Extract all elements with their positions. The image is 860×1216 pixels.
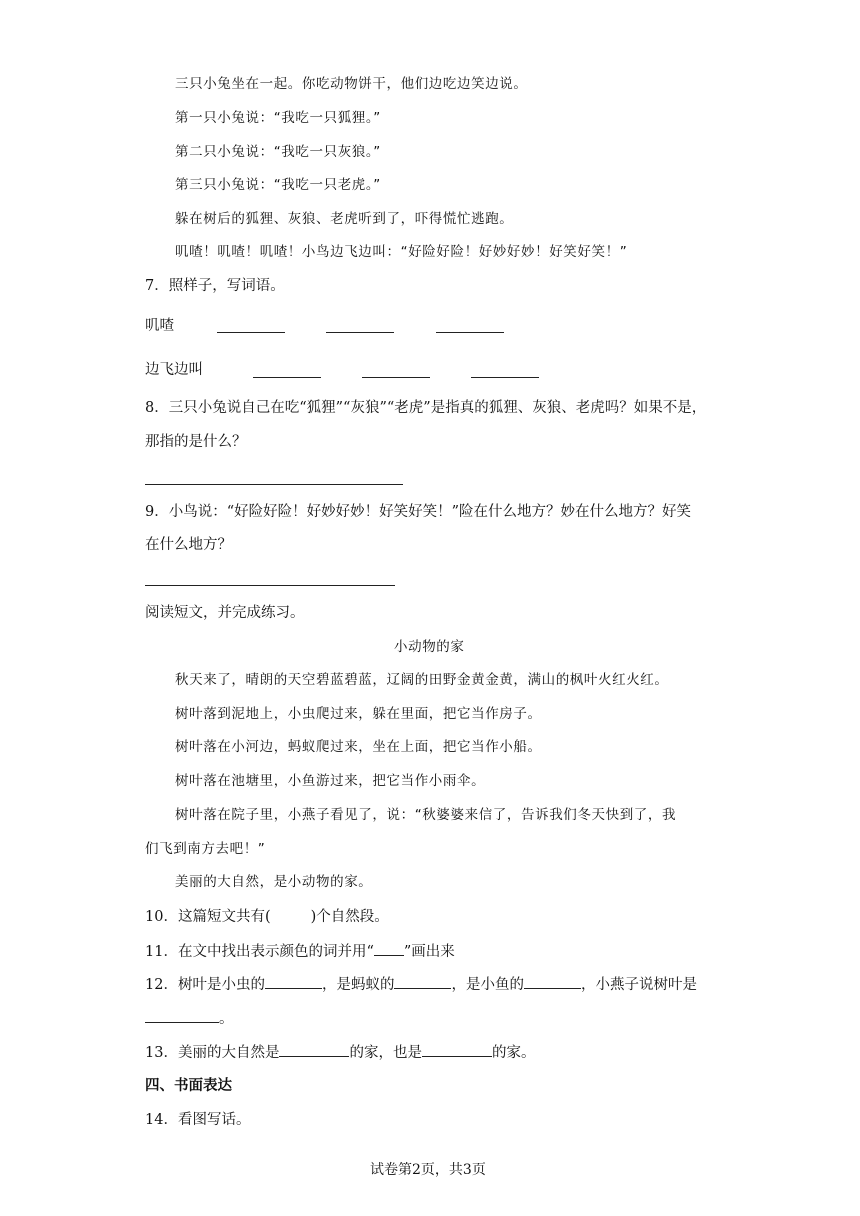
q12-text-d: ，小燕子说树叶是 [580, 977, 697, 993]
q7-answer-blank[interactable] [362, 377, 430, 378]
q7-answer-blank[interactable] [326, 332, 394, 333]
q12-answer-blank[interactable] [265, 974, 322, 989]
question-12 [145, 974, 697, 995]
q12-text-b: ，是蚂蚁的 [321, 977, 395, 993]
question-8-line-2: 那指的是什么？ [145, 434, 247, 450]
story1-paragraph-1: 三只小兔坐在一起。你吃动物饼干，他们边吃边笑边说。 [175, 76, 528, 92]
q11-underline-sample [374, 941, 404, 956]
question-10 [145, 907, 389, 927]
q10-text-a: 10．这篇短文共有( [145, 909, 271, 925]
story1-paragraph-2: 第一只小兔说：“我吃一只狐狸。” [175, 110, 381, 126]
q13-text-b: 的家，也是 [349, 1045, 422, 1061]
story2-paragraph-1: 秋天来了，晴朗的天空碧蓝碧蓝，辽阔的田野金黄金黄，满山的枫叶火红火红。 [175, 672, 669, 688]
story1-paragraph-4: 第三只小兔说：“我吃一只老虎。” [175, 177, 381, 193]
story2-paragraph-6: 美丽的大自然，是小动物的家。 [175, 874, 373, 890]
q7-answer-blank[interactable] [436, 332, 504, 333]
q12-answer-blank[interactable] [145, 1008, 219, 1023]
story2-title: 小动物的家 [394, 639, 465, 655]
question-9-line-1: 9．小鸟说：“好险好险！好妙好妙！好笑好笑！”险在什么地方？妙在什么地方？好笑 [145, 504, 692, 520]
story2-paragraph-3: 树叶落在小河边，蚂蚁爬过来，坐在上面，把它当作小船。 [175, 739, 542, 755]
story2-paragraph-4: 树叶落在池塘里，小鱼游过来，把它当作小雨伞。 [175, 773, 486, 789]
q7-example-1: 叽喳 [145, 318, 174, 334]
q8-answer-line[interactable] [145, 484, 403, 485]
question-12-line-2 [145, 1008, 234, 1029]
reading-instruction: 阅读短文，并完成练习。 [145, 605, 305, 621]
q12-answer-blank[interactable] [394, 974, 451, 989]
q11-text-a: 11．在文中找出表示颜色的词并用“ [145, 944, 374, 960]
q7-example-2: 边飞边叫 [145, 362, 203, 378]
section-heading-4: 四、书面表达 [145, 1077, 232, 1094]
q7-answer-blank[interactable] [217, 332, 285, 333]
q12-answer-blank[interactable] [524, 974, 581, 989]
q12-text-c: ，是小鱼的 [451, 977, 524, 993]
q13-text-a: 13．美丽的大自然是 [145, 1045, 280, 1061]
story2-paragraph-5a: 树叶落在院子里，小燕子看见了，说：“秋婆婆来信了，告诉我们冬天快到了，我 [175, 807, 677, 823]
q10-text-b: )个自然段。 [310, 909, 389, 925]
story2-paragraph-5b: 们飞到南方去吧！” [145, 841, 266, 857]
story1-paragraph-3: 第二只小兔说：“我吃一只灰狼。” [175, 144, 381, 160]
question-9-line-2: 在什么地方？ [145, 537, 232, 553]
q12-text-a: 12．树叶是小虫的 [145, 977, 265, 993]
q13-answer-blank[interactable] [279, 1042, 349, 1057]
question-11 [145, 941, 455, 962]
question-8-line-1: 8．三只小兔说自己在吃“狐狸”“灰狼”“老虎”是指真的狐狸、灰狼、老虎吗？如果不是， [145, 400, 707, 416]
story2-paragraph-2: 树叶落到泥地上，小虫爬过来，躲在里面，把它当作房子。 [175, 706, 542, 722]
q11-text-b: ”画出来 [403, 944, 455, 960]
q7-answer-blank[interactable] [253, 377, 321, 378]
q12-text-e: 。 [219, 1011, 234, 1027]
q7-answer-blank[interactable] [471, 377, 539, 378]
story1-paragraph-6: 叽喳！叽喳！叽喳！小鸟边飞边叫：“好险好险！好妙好妙！好笑好笑！” [175, 244, 628, 260]
page-footer: 试卷第2页，共3页 [370, 1162, 486, 1178]
q13-answer-blank[interactable] [422, 1042, 492, 1057]
q9-answer-line[interactable] [145, 585, 395, 586]
question-13 [145, 1042, 535, 1063]
q13-text-c: 的家。 [491, 1045, 536, 1061]
question-14: 14．看图写话。 [145, 1112, 251, 1128]
story1-paragraph-5: 躲在树后的狐狸、灰狼、老虎听到了，吓得慌忙逃跑。 [175, 211, 514, 227]
question-7: 7．照样子，写词语。 [145, 278, 285, 294]
